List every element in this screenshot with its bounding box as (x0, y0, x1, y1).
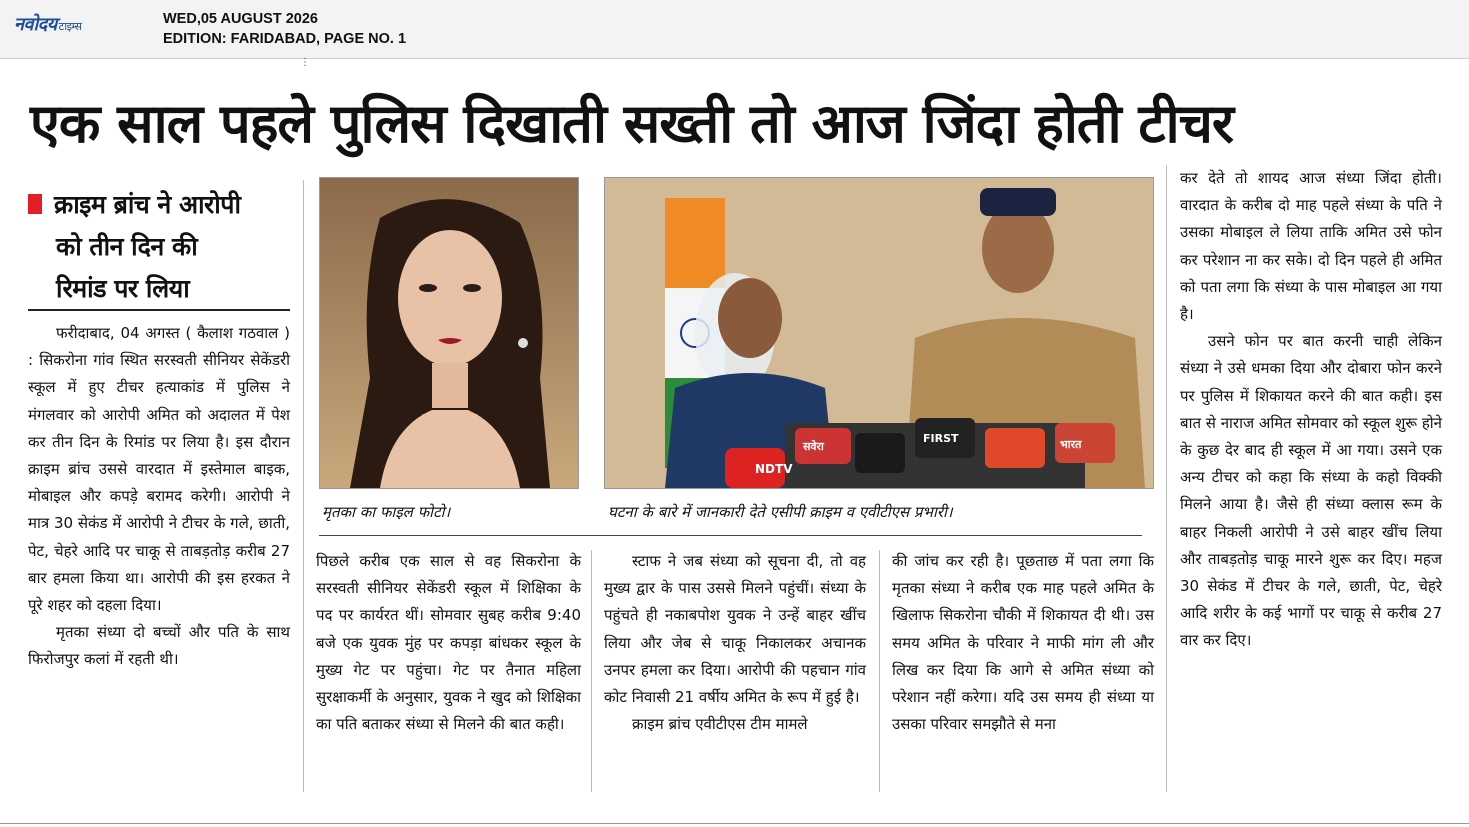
column-3-para-2: क्राइम ब्रांच एवीटीएस टीम मामले (632, 715, 808, 734)
newspaper-logo[interactable] (14, 12, 81, 36)
victim-photo (319, 177, 579, 489)
column-1-para-1: फरीदाबाद, 04 अगस्त ( कैलाश गठवाल ) : सिकरोना गांव स्थित सरस्वती सीनियर सेकेंडरी स्कूल में हुए टीचर हत्याकांड में पुलिस ने मंगलवार को आरोपी अमित को अदालत में पेश कर तीन दिन के रिमांड पर लिया है। इस दौरान क्राइम ब्रांच उससे वारदात में इस्तेमाल बाइक, मोबाइल और कपड़े बरामद करेगी। आरोपी ने मात्र 30 सेकंड में आरोपी ने टीचर के गले, छाती, पेट, चेहरे आदि पर चाकू से ताबड़तोड़ करीब 27 बार हमला किया था। आरोपी की इस हरकत ने पूरे शहर को दहला दिया। (28, 324, 290, 615)
column-divider-3 (879, 550, 880, 792)
column-5-para-2: उसने फोन पर बात करनी चाही लेकिन संध्या ने उसे धमका दिया और दोबारा फोन करने पर पुलिस में शिकायत करने की बात कही। इस बात से नाराज अमित सोमवार को स्कूल शुरू होने के कुछ देर बाद ही स्कूल में आ गया। उसने एक अन्य टीचर को कहा कि संध्या के कहो विक्की मिलने आया है। जैसे ही संध्या क्लास रूम के बाहर निकली आरोपी ने उसे बाहर खींच लिया और ताबड़तोड़ चाकू मारने शुरू कर दिए। महज 30 सेकंड में टीचर के गले, छाती, पेट, चेहरे आदि शरीर के कई भागों पर चाकू से करीब 27 वार कर दिए। (1180, 332, 1442, 650)
edition-meta (163, 9, 406, 49)
masthead-bar (0, 0, 1469, 59)
victim-photo-illustration (320, 178, 578, 488)
date-line: WED,05 AUGUST 2026 (163, 11, 318, 27)
photo-caption-rule (319, 535, 1142, 536)
press-conference-photo (604, 177, 1154, 489)
press-photo-caption: घटना के बारे में जानकारी देते एसीपी क्राइम व एवीटीएस प्रभारी। (608, 503, 953, 521)
subheading-rule (28, 309, 290, 311)
mic-label-1: NDTV (755, 462, 793, 476)
column-2 (316, 548, 581, 738)
subheading-line-1: क्राइम ब्रांच ने आरोपी (54, 190, 241, 219)
mic-label-4: भारत (1060, 438, 1082, 451)
column-3-para-1: स्टाफ ने जब संध्या को सूचना दी, तो वह मुख्य द्वार के पास उससे मिलने पहुंचीं। संध्या के पहुंचते ही नकाबपोश युवक ने उन्हें बाहर खींच लिया और जेब से चाकू निकालकर अचानक उनपर हमला कर दिया। आरोपी की पहचान गांव कोट निवासी 21 वर्षीय अमित के रूप में हुई है। (604, 552, 866, 707)
victim-photo-caption: मृतका का फाइल फोटो। (322, 503, 451, 521)
logo-sub: टाइम्स (58, 20, 82, 33)
logo-main: नवोदय (14, 14, 57, 35)
column-1 (28, 320, 290, 674)
column-2-para-1: पिछले करीब एक साल से वह सिकरोना के सरस्वती सीनियर सेकेंडरी स्कूल में शिक्षिका के पद पर कार्यरत थीं। सोमवार सुबह करीब 9:40 बजे एक युवक मुंह पर कपड़ा बांधकर स्कूल के मुख्य गेट पर पहुंचा। गेट पर तैनात महिला सुरक्षाकर्मी के अनुसार, युवक ने खुद को शिक्षिका का पति बताकर संध्या से मिलने की बात कही। (316, 552, 581, 734)
mic-label-2: सवेरा (803, 440, 824, 453)
subheading-line-2: को तीन दिन की (56, 232, 198, 261)
press-conference-illustration (605, 178, 1153, 488)
page-bottom-rule (0, 823, 1469, 824)
red-bullet-marker (28, 194, 42, 214)
article-headline: एक साल पहले पुलिस दिखाती सख्ती तो आज जिंदा होती टीचर (30, 92, 1233, 155)
mic-label-3: FIRST (923, 432, 959, 445)
edition-line: EDITION: FARIDABAD, PAGE NO. 1 (163, 31, 407, 47)
column-3 (604, 548, 866, 738)
column-divider-1 (303, 180, 304, 792)
crop-marker: ⋮ (300, 57, 310, 68)
column-1-para-2: मृतका संध्या दो बच्चों और पति के साथ फिरोजपुर कलां में रहती थी। (28, 623, 290, 669)
column-4 (892, 548, 1154, 738)
column-5-para-1: कर देते तो शायद आज संध्या जिंदा होती। वारदात के करीब दो माह पहले संध्या के पति ने उसका मोबाइल ले लिया ताकि अमित उसे फोन कर परेशान ना कर सके। दो दिन पहले ही अमित को पता लगा कि संध्या के पास मोबाइल आ गया है। (1180, 169, 1442, 324)
column-divider-2 (591, 550, 592, 792)
column-4-para-1: की जांच कर रही है। पूछताछ में पता लगा कि मृतका संध्या ने करीब एक माह पहले अमित के खिलाफ सिकरोना चौकी में शिकायत दी थी। उस समय अमित के परिवार ने माफी मांग ली और लिख कर दिया कि आगे से अमित संध्या को परेशान नहीं करेगा। यदि उस समय ही संध्या या उसका परिवार समझौते से मना (892, 552, 1154, 734)
subheading-line-3: रिमांड पर लिया (56, 274, 190, 303)
sub-heading (28, 184, 290, 310)
column-5 (1180, 165, 1442, 655)
column-divider-4 (1166, 165, 1167, 792)
